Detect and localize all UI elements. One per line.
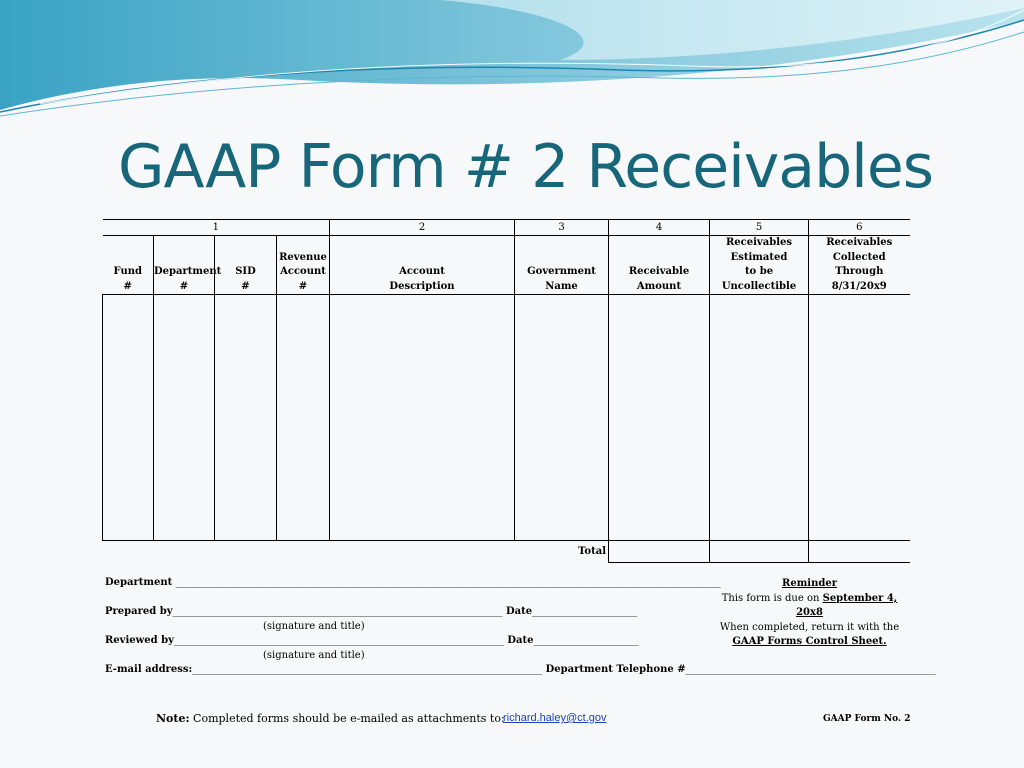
total-receivable-amount[interactable] xyxy=(609,541,710,563)
form-number: GAAP Form No. 2 xyxy=(823,714,911,724)
header-sid: SID # xyxy=(215,236,277,295)
column-number: 1 xyxy=(103,220,330,236)
signature-hint: (signature and title) xyxy=(263,621,365,632)
column-number: 4 xyxy=(609,220,710,236)
header-estimated-uncollectible: Receivables Estimated to be Uncollectible xyxy=(710,236,809,295)
department-field[interactable]: Department _____________________________________________________________________________________________________________ xyxy=(105,577,721,588)
receivables-form xyxy=(102,219,909,563)
signature-hint: (signature and title) xyxy=(263,650,365,661)
note-label: Note: xyxy=(156,712,190,725)
column-header-row xyxy=(103,236,910,295)
total-label: Total xyxy=(578,546,606,558)
column-number: 3 xyxy=(515,220,609,236)
email-link[interactable]: richard.haley@ct.gov xyxy=(503,712,607,724)
estimated-uncollectible-cell[interactable] xyxy=(710,295,809,541)
column-number-row xyxy=(103,220,910,236)
header-fund: Fund # xyxy=(103,236,154,295)
header-collected-through: Receivables Collected Through 8/31/20x9 xyxy=(809,236,910,295)
slide-title: GAAP Form # 2 Receivables xyxy=(118,132,933,202)
header-receivable-amount: Receivable Amount xyxy=(609,236,710,295)
revenue-account-cell[interactable] xyxy=(277,295,330,541)
reminder-control-sheet: GAAP Forms Control Sheet. xyxy=(732,636,887,648)
reminder-return-line: When completed, return it with the xyxy=(719,621,900,633)
table-body-row xyxy=(103,295,910,541)
government-name-cell[interactable] xyxy=(515,295,609,541)
header-department: Department # xyxy=(154,236,215,295)
footer-note xyxy=(156,712,505,725)
department-cell[interactable] xyxy=(154,295,215,541)
fund-cell[interactable] xyxy=(103,295,154,541)
header-wave-decoration xyxy=(0,0,1024,120)
due-date: September 4, 20x8 xyxy=(796,592,898,619)
sid-cell[interactable] xyxy=(215,295,277,541)
reminder-heading: Reminder xyxy=(782,578,837,589)
column-number: 6 xyxy=(809,220,910,236)
total-estimated-uncollectible[interactable] xyxy=(710,541,809,563)
reviewed-by-field[interactable]: Reviewed by__________________________________________________________________ Date_____________________ xyxy=(105,635,639,646)
prepared-by-field[interactable]: Prepared by__________________________________________________________________ Date_____________________ xyxy=(105,606,638,617)
column-number: 5 xyxy=(710,220,809,236)
receivable-amount-cell[interactable] xyxy=(609,295,710,541)
reminder-box xyxy=(712,577,907,650)
reminder-due-line: This form is due on September 4, 20x8 xyxy=(721,592,898,619)
total-collected-through[interactable] xyxy=(809,541,910,563)
receivables-table xyxy=(102,219,910,563)
note-text: Completed forms should be e-mailed as attachments to: xyxy=(189,712,505,725)
column-number: 2 xyxy=(330,220,515,236)
header-revenue-account: Revenue Account # xyxy=(277,236,330,295)
account-description-cell[interactable] xyxy=(330,295,515,541)
email-telephone-field[interactable]: E-mail address:______________________________________________________________________ Department Telephone #__________________________________________________ xyxy=(105,664,936,675)
collected-through-cell[interactable] xyxy=(809,295,910,541)
total-row xyxy=(103,541,910,563)
header-government-name: Government Name xyxy=(515,236,609,295)
header-account-description: Account Description xyxy=(330,236,515,295)
